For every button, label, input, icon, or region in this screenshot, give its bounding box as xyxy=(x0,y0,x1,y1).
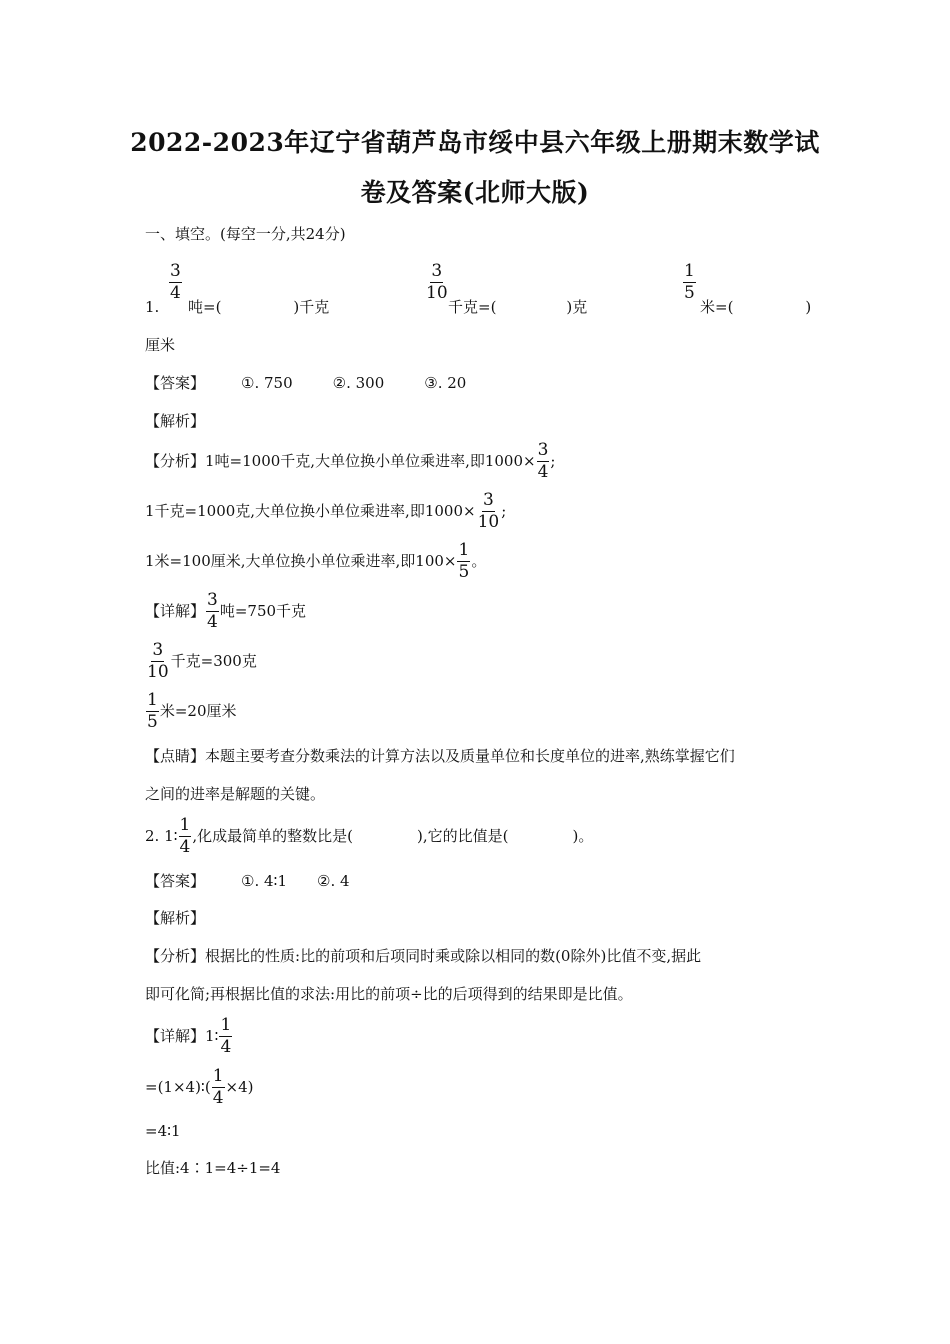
fraction-numerator: 3 xyxy=(207,590,218,610)
q1-part-a-after: )千克 xyxy=(293,298,330,316)
answer-item: ②. 4 xyxy=(317,872,350,890)
analysis-end: ; xyxy=(501,502,507,520)
fraction xyxy=(219,1017,232,1056)
fraction-denominator: 5 xyxy=(147,712,158,732)
q1-part-b xyxy=(424,263,450,302)
fraction-denominator: 5 xyxy=(684,283,695,303)
fraction-denominator: 5 xyxy=(458,562,470,582)
fraction xyxy=(212,1068,225,1107)
q1-number: 1. xyxy=(145,298,160,316)
analysis-text: 1吨=1000千克,大单位换小单位乘进率,即1000× xyxy=(205,452,536,470)
q2-detail-row4: 比值:4∶1=4÷1=4 xyxy=(145,1159,281,1177)
q1-continuation: 厘米 xyxy=(145,336,176,354)
answer-item: ①. 750 xyxy=(241,374,293,392)
fraction xyxy=(146,642,170,681)
answer-label: 【答案】 xyxy=(145,872,206,890)
fraction-denominator: 10 xyxy=(426,283,448,303)
detail-suffix: ×4) xyxy=(225,1078,254,1096)
fraction-numerator: 3 xyxy=(431,261,443,281)
fraction-denominator: 4 xyxy=(212,1088,224,1108)
analysis-label: 【分析】 xyxy=(145,947,206,965)
q2-analysis-line1 xyxy=(145,946,701,966)
detail-text: 米=20厘米 xyxy=(159,702,237,720)
fraction-numerator: 3 xyxy=(152,640,164,660)
fraction-numerator: 1 xyxy=(220,1015,232,1035)
answer-item: ③. 20 xyxy=(424,374,467,392)
q2-text1: ,化成最简单的整数比是( xyxy=(192,827,353,845)
fraction xyxy=(179,817,192,856)
fraction-denominator: 10 xyxy=(477,512,500,532)
q1-part-b-before: 千克=( xyxy=(448,298,497,316)
section-heading: 一、填空。(每空一分,共24分) xyxy=(145,225,346,243)
q2-detail-row1 xyxy=(145,1017,233,1056)
fraction xyxy=(169,263,182,302)
fraction-denominator: 10 xyxy=(147,662,169,682)
fraction xyxy=(206,592,219,631)
analysis-end: ; xyxy=(550,452,556,470)
q1-analysis-line2 xyxy=(145,492,506,531)
q1-detail-row2 xyxy=(145,642,257,681)
q2-text2: ),它的比值是( xyxy=(416,827,509,845)
fraction-denominator: 4 xyxy=(170,283,181,303)
q1-analysis-line1 xyxy=(145,442,555,481)
fraction xyxy=(146,692,159,731)
fraction xyxy=(425,263,449,302)
q1-part-b-text xyxy=(448,297,587,317)
fraction-numerator: 3 xyxy=(537,440,549,460)
fraction-denominator: 4 xyxy=(220,1037,232,1057)
q1-part-a-before: 吨=( xyxy=(188,298,222,316)
detail-text: 吨=750千克 xyxy=(219,602,307,620)
analysis-text: 1米=100厘米,大单位换小单位乘进率,即100× xyxy=(145,552,457,570)
q2-stem xyxy=(145,817,593,856)
analysis-text: 根据比的性质:比的前项和后项同时乘或除以相同的数(0除外)比值不变,据此 xyxy=(205,947,702,965)
q1-part-b-after: )克 xyxy=(566,298,588,316)
document-title-line1: 2022-2023年辽宁省葫芦岛市绥中县六年级上册期末数学试 xyxy=(130,128,820,157)
fraction xyxy=(537,442,550,481)
comment-label: 【点睛】 xyxy=(145,747,206,765)
q2-analysis-line2: 即可化简;再根据比值的求法:用比的前项÷比的后项得到的结果即是比值。 xyxy=(145,985,633,1003)
answer-label: 【答案】 xyxy=(145,374,206,392)
detail-text: 千克=300克 xyxy=(170,652,257,670)
detail-label: 【详解】 xyxy=(145,1027,206,1045)
q2-text3: )。 xyxy=(572,827,594,845)
fraction xyxy=(683,263,696,302)
q2-answer-row xyxy=(145,871,350,891)
fraction-numerator: 1 xyxy=(458,540,470,560)
q1-answer-row xyxy=(145,373,466,393)
fraction-numerator: 1 xyxy=(212,1066,224,1086)
q1-detail-row1 xyxy=(145,592,306,631)
detail-label: 【详解】 xyxy=(145,602,206,620)
q1-part-c-before: 米=( xyxy=(700,298,734,316)
q2-detail-row2 xyxy=(145,1068,253,1107)
q1-analysis-line3 xyxy=(145,542,486,581)
fraction-numerator: 1 xyxy=(179,815,191,835)
q2-jiexi: 【解析】 xyxy=(145,909,206,927)
fraction xyxy=(477,492,501,531)
answer-item: ②. 300 xyxy=(332,374,385,392)
answer-item: ①. 4∶1 xyxy=(241,872,287,890)
q2-prefix: 2. 1∶ xyxy=(145,827,178,845)
q2-detail-row3: =4∶1 xyxy=(145,1122,181,1140)
detail-prefix: 1∶ xyxy=(205,1027,219,1045)
analysis-label: 【分析】 xyxy=(145,452,206,470)
comment-text: 本题主要考查分数乘法的计算方法以及质量单位和长度单位的进率,熟练掌握它们 xyxy=(205,747,735,765)
fraction-denominator: 4 xyxy=(179,837,191,857)
q1-detail-row3 xyxy=(145,692,236,731)
fraction-denominator: 4 xyxy=(537,462,549,482)
fraction-numerator: 1 xyxy=(684,261,695,281)
q1-part-c-after: ) xyxy=(805,298,812,316)
q1-comment-line1 xyxy=(145,746,735,766)
detail-prefix: =(1×4)∶( xyxy=(145,1078,211,1096)
q1-comment-line2: 之间的进率是解题的关键。 xyxy=(145,785,326,803)
q1-part-c-text xyxy=(700,297,811,317)
q1-part-a xyxy=(168,263,183,302)
fraction-denominator: 4 xyxy=(207,612,218,632)
analysis-end: 。 xyxy=(471,552,487,570)
document-title-line2: 卷及答案(北师大版) xyxy=(360,178,590,207)
fraction xyxy=(457,542,470,581)
q1-jiexi: 【解析】 xyxy=(145,412,206,430)
q1-part-c xyxy=(682,263,697,302)
fraction-numerator: 3 xyxy=(482,490,494,510)
q1-part-a-text xyxy=(188,297,329,317)
analysis-text: 1千克=1000克,大单位换小单位乘进率,即1000× xyxy=(145,502,476,520)
fraction-numerator: 3 xyxy=(170,261,181,281)
fraction-numerator: 1 xyxy=(147,690,158,710)
